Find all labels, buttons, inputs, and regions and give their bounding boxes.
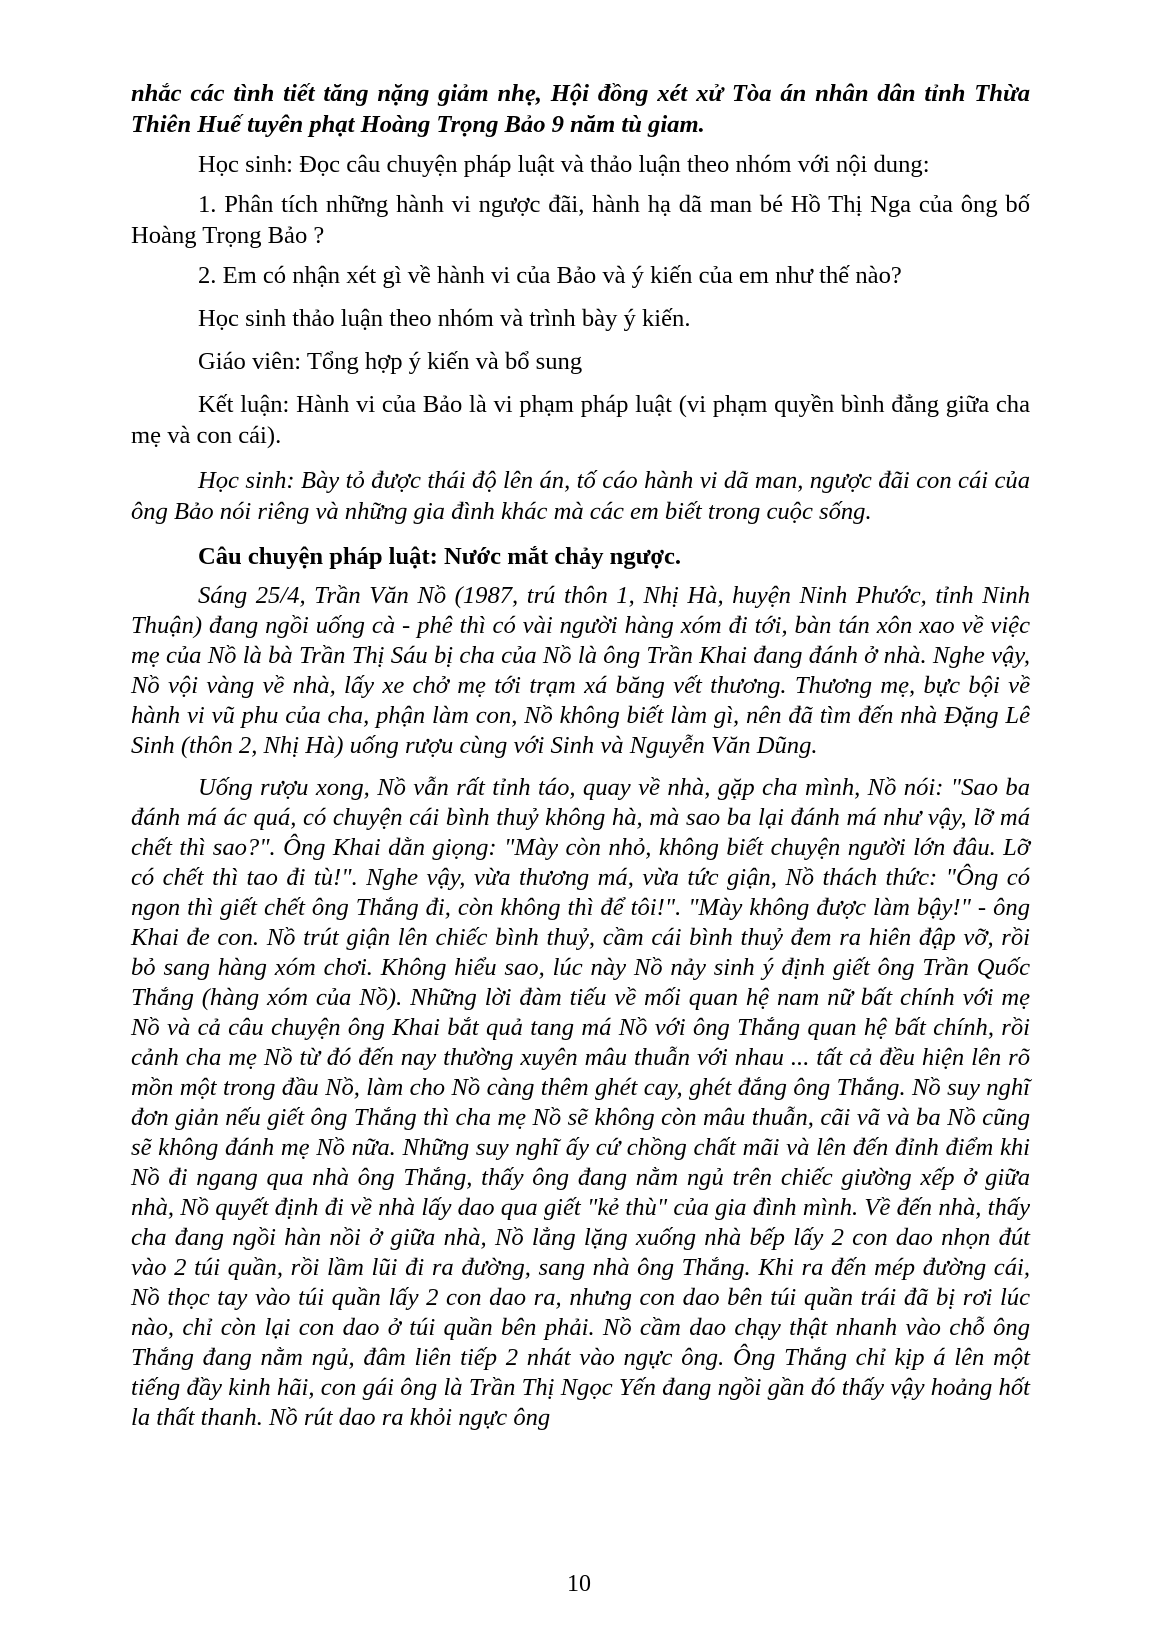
page-body — [131, 78, 1030, 1433]
story-paragraph-1: Sáng 25/4, Trần Văn Nồ (1987, trú thôn 1, Nhị Hà, huyện Ninh Phước, tỉnh Ninh Thuận) đang ngồi uống cà - phê thì có vài người hàng xóm đi tới, bàn tán xôn xao về việc mẹ của Nồ là bà Trần Thị Sáu bị cha của Nồ là ông Trần Khai đang đánh ở nhà. Nghe vậy, Nồ vội vàng về nhà, lấy xe chở mẹ tới trạm xá băng vết thương. Thương mẹ, bực bội về hành vi vũ phu của cha, phận làm con, Nồ không biết làm gì, nên đã tìm đến nhà Đặng Lê Sinh (thôn 2, Nhị Hà) uống rượu cùng với Sinh và Nguyễn Văn Dũng. — [131, 582, 1030, 759]
question-1: 1. Phân tích những hành vi ngược đãi, hành hạ dã man bé Hồ Thị Nga của ông bố Hoàng Trọng Bảo ? — [131, 191, 1030, 249]
story-heading: Câu chuyện pháp luật: Nước mắt chảy ngược. — [198, 543, 682, 570]
teacher-summary: Giáo viên: Tổng hợp ý kiến và bổ sung — [198, 348, 583, 375]
task-intro: Học sinh: Đọc câu chuyện pháp luật và thảo luận theo nhóm với nội dung: — [198, 151, 930, 178]
lead-paragraph: nhắc các tình tiết tăng nặng giảm nhẹ, Hội đồng xét xử Tòa án nhân dân tỉnh Thừa Thiên Huế tuyên phạt Hoàng Trọng Bảo 9 năm tù giam. — [131, 80, 1030, 138]
students-discuss: Học sinh thảo luận theo nhóm và trình bày ý kiến. — [198, 305, 691, 332]
page-number: 10 — [567, 1571, 591, 1597]
question-2: 2. Em có nhận xét gì về hành vi của Bảo và ý kiến của em như thế nào? — [198, 262, 902, 289]
student-attitude: Học sinh: Bày tỏ được thái độ lên án, tố cáo hành vi dã man, ngược đãi con cái của ông Bảo nói riêng và những gia đình khác mà các em biết trong cuộc sống. — [131, 467, 1030, 525]
conclusion: Kết luận: Hành vi của Bảo là vi phạm pháp luật (vi phạm quyền bình đẳng giữa cha mẹ và con cái). — [131, 391, 1030, 449]
story-paragraph-2: Uống rượu xong, Nồ vẫn rất tỉnh táo, quay về nhà, gặp cha mình, Nồ nói: "Sao ba đánh má ác quá, có chuyện cái bình thuỷ không hà, mà sao ba lại đánh má như vậy, lỡ má chết thì sao?". Ông Khai dằn giọng: "Mày còn nhỏ, không biết chuyện người lớn đâu. Lỡ có chết thì tao đi tù!". Nghe vậy, vừa thương má, vừa tức giận, Nồ thách thức: "Ông có ngon thì giết chết ông Thắng đi, còn không thì để tôi!". "Mày không được làm bậy!" - ông Khai đe con. Nồ trút giận lên chiếc bình thuỷ, cầm cái bình thuỷ đem ra hiên đập vỡ, rồi bỏ sang hàng xóm chơi. Không hiểu sao, lúc này Nồ nảy sinh ý định giết ông Trần Quốc Thắng (hàng xóm của Nồ). Những lời đàm tiếu về mối quan hệ nam nữ bất chính với mẹ Nồ và cả câu chuyện ông Khai bắt quả tang má Nồ với ông Thắng quan hệ bất chính, rồi cảnh cha mẹ Nồ từ đó đến nay thường xuyên mâu thuẫn với nhau ... tất cả đều hiện lên rõ mồn một trong đầu Nồ, làm cho Nồ càng thêm ghét cay, ghét đắng ông Thắng. Nồ suy nghĩ đơn giản nếu giết ông Thắng thì cha mẹ Nồ sẽ không còn mâu thuẫn, cãi vã và ba Nồ cũng sẽ không đánh mẹ Nồ nữa. Những suy nghĩ ấy cứ chồng chất mãi và lên đến đỉnh điểm khi Nồ đi ngang qua nhà ông Thắng, thấy ông đang nằm ngủ trên chiếc giường xếp ở giữa nhà, Nồ quyết định đi về nhà lấy dao qua giết "kẻ thù" của gia đình mình. Về đến nhà, thấy cha đang ngồi hàn nồi ở giữa nhà, Nồ lẳng lặng xuống nhà bếp lấy 2 con dao nhọn đút vào 2 túi quần, rồi lầm lũi đi ra đường, sang nhà ông Thắng. Khi ra đến mép đường cái, Nồ thọc tay vào túi quần lấy 2 con dao ra, nhưng con dao bên túi quần trái đã bị rơi lúc nào, chỉ còn lại con dao ở túi quần bên phải. Nồ cầm dao chạy thật nhanh vào chỗ ông Thắng đang nằm ngủ, đâm liên tiếp 2 nhát vào ngực ông. Ông Thắng chỉ kịp á lên một tiếng đầy kinh hãi, con gái ông là Trần Thị Ngọc Yến đang ngồi gần đó thấy vậy hoảng hốt la thất thanh. Nồ rút dao ra khỏi ngực ông — [131, 774, 1030, 1431]
